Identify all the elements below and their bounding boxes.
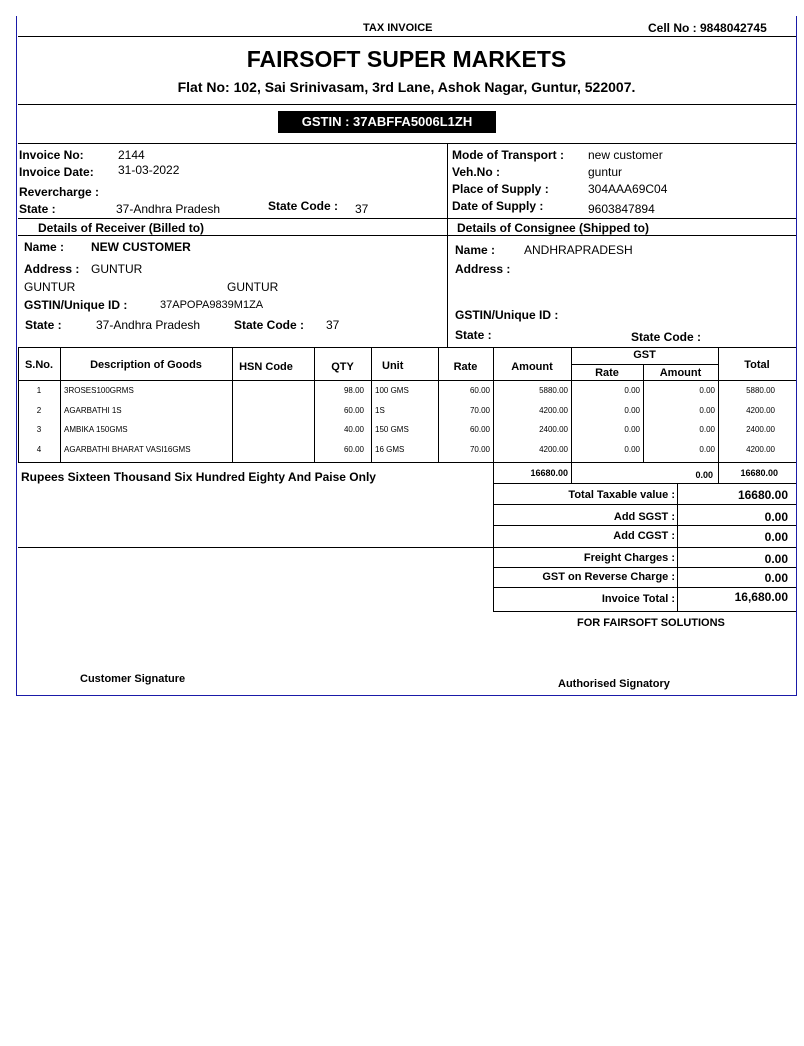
- cell-qty: 60.00: [343, 406, 364, 415]
- cell-gst-amount: 0.00: [699, 445, 715, 454]
- cell-gst-amount: 0.00: [699, 406, 715, 415]
- divider: [493, 567, 796, 568]
- col-gst-amount: Amount: [659, 367, 702, 379]
- cell-gst-amount: 0.00: [699, 425, 715, 434]
- cell-total: 4200.00: [746, 445, 775, 454]
- cell-gst-rate: 0.00: [624, 445, 640, 454]
- cell-qty: 60.00: [343, 445, 364, 454]
- receiver-name: NEW CUSTOMER: [91, 240, 191, 254]
- cell-qty: 40.00: [343, 425, 364, 434]
- cell-unit: 1S: [375, 406, 385, 415]
- consignee-address-label: Address :: [455, 262, 511, 276]
- amount-in-words: Rupees Sixteen Thousand Six Hundred Eighty And Paise Only: [21, 470, 376, 484]
- cell-sno: 2: [36, 406, 42, 415]
- cell-rate: 70.00: [469, 445, 490, 454]
- company-name: FAIRSOFT SUPER MARKETS: [246, 46, 567, 72]
- divider: [493, 483, 796, 484]
- divider: [18, 104, 796, 105]
- receiver-gstin-label: GSTIN/Unique ID :: [24, 298, 128, 312]
- receiver-address-line2: GUNTUR: [24, 280, 76, 294]
- cell-amount: 4200.00: [539, 445, 568, 454]
- cell-rate: 60.00: [469, 425, 490, 434]
- divider: [18, 235, 796, 236]
- receiver-gstin: 37APOPA9839M1ZA: [160, 299, 264, 311]
- freight-value: 0.00: [764, 552, 788, 566]
- transport-mode-label: Mode of Transport :: [452, 148, 564, 162]
- col-gst: GST: [633, 349, 656, 361]
- veh-no: guntur: [588, 165, 623, 179]
- sum-total: 16680.00: [740, 468, 778, 478]
- divider: [18, 462, 796, 463]
- consignee-gstin-label: GSTIN/Unique ID :: [455, 308, 559, 322]
- col-qty: QTY: [331, 361, 354, 373]
- divider: [18, 36, 796, 37]
- cell-amount: 2400.00: [539, 425, 568, 434]
- cell-sno: 1: [36, 386, 42, 395]
- cell-unit: 16 GMS: [375, 445, 405, 454]
- cell-desc: AMBIKA 150GMS: [64, 425, 128, 434]
- receiver-heading: Details of Receiver (Billed to): [38, 221, 205, 235]
- col-rate: Rate: [453, 361, 478, 373]
- state-code-label: State Code :: [268, 199, 339, 213]
- state-label: State :: [19, 202, 56, 216]
- cell-qty: 98.00: [343, 386, 364, 395]
- cell-rate: 70.00: [469, 406, 490, 415]
- invoice-date-label: Invoice Date:: [19, 165, 94, 179]
- col-gst-rate: Rate: [595, 367, 619, 379]
- company-address: Flat No: 102, Sai Srinivasam, 3rd Lane, Ashok Nagar, Guntur, 522007.: [177, 79, 636, 95]
- sum-amount: 16680.00: [530, 468, 568, 478]
- consignee-state-code-label: State Code :: [631, 330, 702, 344]
- divider: [493, 525, 796, 526]
- invoice-total-value: 16,680.00: [734, 590, 788, 604]
- cell-gst-rate: 0.00: [624, 386, 640, 395]
- veh-no-label: Veh.No :: [452, 165, 501, 179]
- cell-total: 2400.00: [746, 425, 775, 434]
- gstin-badge: GSTIN : 37ABFFA5006L1ZH: [278, 111, 496, 133]
- cell-gst-amount: 0.00: [699, 386, 715, 395]
- doc-type: TAX INVOICE: [363, 22, 433, 34]
- invoice-no-label: Invoice No:: [19, 148, 84, 162]
- cell-unit: 100 GMS: [375, 386, 409, 395]
- for-company: FOR FAIRSOFT SOLUTIONS: [577, 617, 725, 629]
- taxable-label: Total Taxable value :: [568, 489, 675, 501]
- transport-mode: new customer: [588, 148, 663, 162]
- taxable-value: 16680.00: [737, 488, 788, 502]
- date-of-supply-label: Date of Supply :: [452, 199, 544, 213]
- place-of-supply-label: Place of Supply :: [452, 182, 549, 196]
- receiver-state: 37-Andhra Pradesh: [96, 318, 201, 332]
- receiver-address-line1: GUNTUR: [91, 262, 143, 276]
- cell-rate: 60.00: [469, 386, 490, 395]
- reverse-charge-gst-label: GST on Reverse Charge :: [542, 571, 675, 583]
- date-of-supply: 9603847894: [588, 202, 655, 216]
- receiver-state-code-label: State Code :: [234, 318, 305, 332]
- divider: [18, 547, 796, 548]
- cgst-value: 0.00: [764, 530, 788, 544]
- state-code-value: 37: [355, 202, 369, 216]
- receiver-name-label: Name :: [24, 240, 65, 254]
- cell-sno: 3: [36, 425, 42, 434]
- cell-amount: 4200.00: [539, 406, 568, 415]
- sum-gst: 0.00: [695, 470, 713, 480]
- authorised-signatory: Authorised Signatory: [558, 678, 670, 690]
- col-hsn: HSN Code: [239, 361, 293, 373]
- col-description: Description of Goods: [90, 359, 202, 371]
- cell-unit: 150 GMS: [375, 425, 409, 434]
- place-of-supply: 304AAA69C04: [588, 182, 668, 196]
- cell-total: 5880.00: [746, 386, 775, 395]
- sgst-label: Add SGST :: [613, 511, 675, 523]
- receiver-address-line3: GUNTUR: [227, 280, 279, 294]
- cell-total: 4200.00: [746, 406, 775, 415]
- invoice-date: 31-03-2022: [118, 163, 180, 177]
- divider: [18, 218, 796, 219]
- sgst-value: 0.00: [764, 510, 788, 524]
- divider: [571, 364, 718, 365]
- consignee-heading: Details of Consignee (Shipped to): [457, 221, 650, 235]
- divider: [493, 504, 796, 505]
- col-unit: Unit: [382, 360, 404, 372]
- cell-desc: AGARBATHI 1S: [64, 406, 122, 415]
- receiver-state-label: State :: [25, 318, 62, 332]
- cell-gst-rate: 0.00: [624, 425, 640, 434]
- col-amount: Amount: [511, 361, 553, 373]
- invoice-total-label: Invoice Total :: [601, 593, 675, 605]
- reverse-charge-gst-value: 0.00: [764, 571, 788, 585]
- divider: [493, 587, 796, 588]
- consignee-name: ANDHRAPRADESH: [524, 243, 633, 257]
- divider: [18, 143, 796, 144]
- receiver-address-label: Address :: [24, 262, 80, 276]
- cell-sno: 4: [36, 445, 42, 454]
- divider: [371, 347, 372, 463]
- divider: [493, 611, 796, 612]
- receiver-state-code: 37: [326, 318, 340, 332]
- divider: [18, 380, 796, 381]
- divider: [447, 143, 448, 348]
- invoice-no: 2144: [118, 148, 145, 162]
- cell-number: Cell No : 9848042745: [648, 21, 767, 35]
- cgst-label: Add CGST :: [613, 530, 675, 542]
- cell-gst-rate: 0.00: [624, 406, 640, 415]
- customer-signature: Customer Signature: [80, 673, 186, 685]
- divider: [18, 347, 796, 348]
- cell-desc: 3ROSES100GRMS: [64, 386, 134, 395]
- reverse-charge-label: Reverchargе :: [19, 185, 100, 199]
- freight-label: Freight Charges :: [583, 552, 675, 564]
- state-value: 37-Andhra Pradesh: [116, 202, 221, 216]
- col-total: Total: [744, 359, 770, 371]
- consignee-name-label: Name :: [455, 243, 496, 257]
- col-sno: S.No.: [24, 359, 54, 371]
- cell-desc: AGARBATHI BHARAT VASI16GMS: [64, 445, 191, 454]
- cell-amount: 5880.00: [539, 386, 568, 395]
- consignee-state-label: State :: [455, 328, 492, 342]
